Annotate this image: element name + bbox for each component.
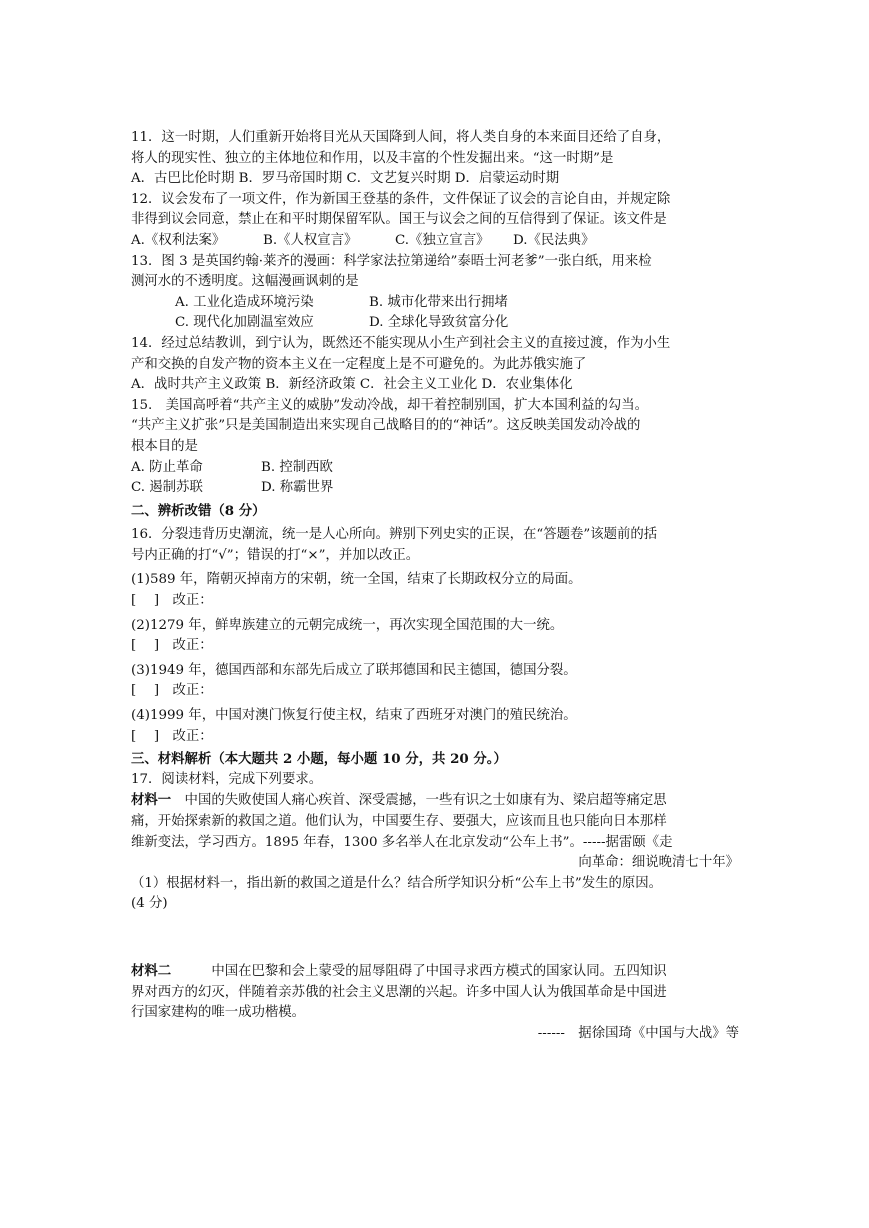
question-text: 根本目的是 [131, 438, 198, 454]
section-correction [131, 501, 739, 748]
option-d: D. 全球化导致贫富分化 [369, 315, 509, 331]
answer-line: [ ] 改正： [131, 728, 213, 744]
sub-question: （1）根据材料一，指出新的救国之道是什么？结合所学知识分析“公车上书”发生的原因。 [131, 875, 663, 891]
question-11 [131, 128, 739, 190]
section-title: 三、材料解析（本大题共 2 小题，每小题 10 分，共 20 分。） [131, 751, 507, 768]
statement-item: (3)1949 年，德国西部和东部先后成立了联邦德国和民主德国，德国分裂。 [131, 662, 577, 678]
exam-page [131, 128, 739, 1044]
statement-item: (4)1999 年，中国对澳门恢复行使主权，结束了西班牙对澳门的殖民统治。 [131, 708, 577, 724]
option-c: C. 现代化加剧温室效应 [175, 315, 314, 331]
question-options [131, 231, 739, 252]
option-a: A. 工业化造成环境污染 [175, 294, 314, 310]
option-c: C. 遏制苏联 [131, 480, 203, 496]
question-options [131, 293, 739, 314]
question-text: 测河水的不透明度。这幅漫画讽刺的是 [131, 274, 359, 290]
answer-line: [ ] 改正： [131, 593, 213, 609]
statement-item: (1)589 年，隋朝灭掉南方的宋朝，统一全国，结束了长期政权分立的局面。 [131, 572, 582, 588]
section-title: 二、辨析改错（8 分） [131, 502, 266, 519]
sub-question-score: (4 分) [131, 896, 168, 912]
material-text: 痛，开始探索新的救国之道。他们认为，中国要生存、要强大，应该而且也只能向日本那样 [131, 814, 667, 829]
question-text: 12．议会发布了一项文件，作为新国王登基的条件，文件保证了议会的言论自由，并规定除 [131, 191, 671, 207]
question-text: 13．图 3 是英国约翰·莱齐的漫画：科学家法拉第递给”泰晤士河老爹”一张白纸，用来检 [131, 253, 652, 269]
material-source: ------ 据徐国琦《中国与大战》等 [537, 1025, 739, 1041]
material-one [131, 790, 739, 812]
answer-line: [ ] 改正： [131, 638, 213, 654]
section-material-analysis [131, 749, 739, 1044]
question-text: 16．分裂违背历史潮流，统一是人心所向。辨别下列史实的正误，在“答题卷”该题前的括 [131, 527, 658, 543]
option-d: D. 称霸世界 [261, 480, 334, 496]
question-options: A．古巴比伦时期 B．罗马帝国时期 C．文艺复兴时期 D．启蒙运动时期 [131, 171, 560, 187]
option-c: C.《独立宣言》 [395, 232, 490, 248]
material-text: 中国的失败使国人痛心疾首、深受震撼，一些有识之士如康有为、梁启超等痛定思 [171, 793, 667, 809]
question-text: 号内正确的打“√”；错误的打“×”，并加以改正。 [131, 547, 420, 563]
option-a: A.《权利法案》 [131, 232, 226, 248]
material-text: 界对西方的幻灭，伴随着亲苏俄的社会主义思潮的兴起。许多中国人认为俄国革命是中国进 [131, 984, 667, 1000]
option-b: B. 城市化带来出行拥堵 [369, 294, 508, 310]
answer-space [131, 915, 739, 961]
material-text: 中国在巴黎和会上蒙受的屈辱阻碍了中国寻求西方模式的国家认同。五四知识 [171, 963, 667, 979]
option-a: A. 防止革命 [131, 459, 203, 475]
question-14 [131, 334, 739, 396]
question-options [131, 313, 739, 334]
question-text: 将人的现实性、独立的主体地位和作用，以及丰富的个性发掘出来。“这一时期”是 [131, 150, 614, 166]
answer-line: [ ] 改正： [131, 683, 213, 699]
option-b: B.《人权宣言》 [263, 232, 358, 248]
material-text: 维新变法，学习西方。1895 年春，1300 多名举人在北京发动“公车上书”。-----据雷颐《走 [131, 834, 673, 850]
question-text: 17．阅读材料，完成下列要求。 [131, 771, 323, 787]
option-d: D.《民法典》 [513, 232, 595, 248]
material-label: 材料一 [131, 792, 172, 809]
statement-item: (2)1279 年，鲜卑族建立的元朝完成统一，再次实现全国范围的大一统。 [131, 617, 564, 633]
question-text: 11．这一时期，人们重新开始将目光从天国降到人间，将人类自身的本来面目还给了自身， [131, 130, 671, 145]
question-13 [131, 252, 739, 334]
question-15 [131, 396, 739, 499]
question-text: “共产主义扩张”只是美国制造出来实现自己战略目的的“神话”。这反映美国发动冷战的 [131, 418, 641, 434]
question-text: 15. 美国高呼着“共产主义的威胁”发动冷战，却干着控制别国，扩大本国利益的勾当。 [131, 397, 649, 413]
material-source: 向革命：细说晚清七十年》 [578, 855, 739, 871]
question-options: A．战时共产主义政策 B．新经济政策 C．社会主义工业化 D．农业集体化 [131, 377, 573, 393]
material-label: 材料二 [131, 962, 172, 979]
question-text: 14．经过总结教训，到宁认为，既然还不能实现从小生产到社会主义的直接过渡，作为小生 [131, 335, 671, 351]
material-two [131, 961, 739, 983]
material-text: 行国家建构的唯一成功楷模。 [131, 1005, 306, 1021]
question-text: 非得到议会同意，禁止在和平时期保留军队。国王与议会之间的互信得到了保证。该文件是 [131, 212, 667, 228]
option-b: B. 控制西欧 [261, 459, 333, 475]
question-options [131, 478, 739, 499]
question-text: 产和交换的自发产物的资本主义在一定程度上是不可避免的。为此苏俄实施了 [131, 356, 587, 372]
question-options [131, 458, 739, 479]
question-12 [131, 190, 739, 252]
